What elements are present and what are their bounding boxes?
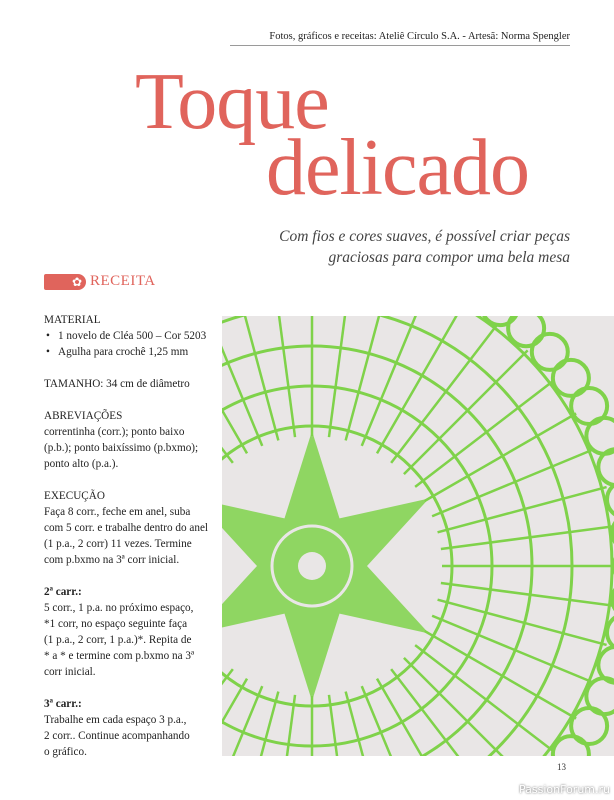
abbreviations-block [44, 408, 224, 472]
doily-illustration [222, 316, 614, 756]
abbreviations-line: (p.b.); ponto baixíssimo (p.bxmo); [44, 442, 199, 454]
section-label: RECEITA [90, 273, 156, 289]
mesh-line [272, 316, 295, 437]
subtitle-line-2: graciosas para compor uma bela mesa [328, 249, 570, 266]
material-heading: MATERIAL [44, 314, 101, 326]
mesh-line [438, 487, 607, 532]
watermark: PassionForum.ru [519, 783, 610, 796]
mesh-line [222, 679, 247, 756]
row3-heading: 3ª carr.: [44, 698, 82, 710]
photo-credits: Fotos, gráficos e receitas: Ateliê Círculo S.A. - Artesã: Norma Spengler [269, 31, 570, 42]
mesh-line [222, 686, 262, 756]
title-line-1: Toque [135, 58, 329, 146]
center-hole [298, 552, 326, 580]
row3-line: 2 corr.. Continue acompanhando [44, 730, 190, 742]
row2-line: *1 corr, no espaço seguinte faça [44, 618, 188, 630]
material-list [44, 328, 224, 360]
row2-line: * a * e termine com p.bxmo na 3ª [44, 650, 195, 662]
mesh-line [404, 350, 528, 474]
recipe-text [44, 312, 224, 776]
mesh-line [377, 679, 465, 756]
abbreviations-line: correntinha (corr.); ponto baixo [44, 426, 185, 438]
mesh-line [438, 600, 607, 645]
abbreviations-heading: ABREVIAÇÕES [44, 410, 123, 422]
execution-line: Faça 8 corr., feche em anel, suba [44, 506, 191, 518]
row2-heading: 2ª carr.: [44, 586, 82, 598]
row3-line: Trabalhe em cada espaço 3 p.a., [44, 714, 187, 726]
mesh-line [441, 583, 614, 606]
mesh-line [329, 316, 352, 437]
page-number: 13 [557, 762, 566, 772]
scroll-ornament-icon: ✿ [44, 274, 86, 290]
material-item: • Agulha para crochê 1,25 mm [44, 344, 224, 360]
mesh-line [441, 526, 614, 549]
abbreviations-line: ponto alto (p.a.). [44, 458, 119, 470]
subtitle [250, 226, 570, 268]
row3-block [44, 696, 224, 760]
size-block [44, 376, 224, 392]
doily-photo [222, 316, 614, 756]
execution-block [44, 488, 224, 568]
material-item: • 1 novelo de Cléa 500 – Cor 5203 [44, 328, 224, 344]
title-line-2: delicado [266, 124, 529, 212]
row2-line: corr inicial. [44, 666, 96, 678]
execution-line: com 5 corr. e trabalhe dentro do anel [44, 522, 209, 534]
row2-block [44, 584, 224, 680]
section-header [44, 273, 156, 290]
mesh-line [346, 316, 391, 440]
row2-line: (1 p.a., 2 corr, 1 p.a.)*. Repita de [44, 634, 192, 646]
execution-line: (1 p.a., 2 corr) 11 vezes. Termine [44, 538, 192, 550]
header-rule [230, 45, 570, 46]
scallop [532, 334, 568, 370]
mesh-line [222, 316, 247, 453]
execution-heading: EXECUÇÃO [44, 490, 105, 502]
material-block [44, 312, 224, 360]
mesh-line [222, 324, 233, 463]
row3-line: o gráfico. [44, 746, 87, 758]
mesh-line [233, 316, 278, 440]
subtitle-line-1: Com fios e cores suaves, é possível criar peças [279, 228, 570, 245]
size-text: TAMANHO: 34 cm de diâmetro [44, 378, 190, 390]
mesh-line [362, 686, 429, 756]
mesh-line [222, 316, 262, 446]
row2-line: 5 corr., 1 p.a. no próximo espaço, [44, 602, 194, 614]
execution-line: com p.bxmo na 3ª corr inicial. [44, 554, 180, 566]
